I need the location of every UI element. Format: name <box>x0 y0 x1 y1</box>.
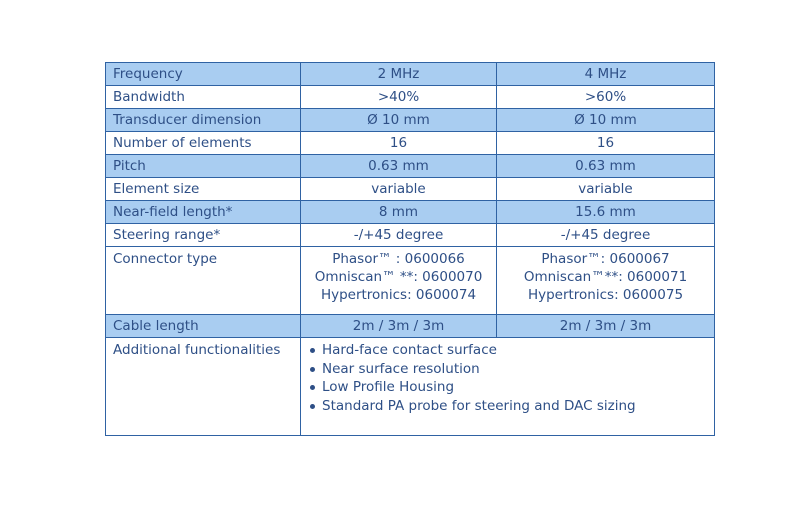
row-label: Additional functionalities <box>106 338 301 436</box>
connector-omniscan: Omniscan™ **: 0600070 <box>314 269 483 285</box>
specifications-table <box>105 62 715 436</box>
row-frequency <box>106 63 715 86</box>
row-near-field-length <box>106 201 715 224</box>
row-label: Connector type <box>106 247 301 315</box>
row-label: Steering range* <box>106 224 301 247</box>
row-label: Frequency <box>106 63 301 86</box>
connector-phasor: Phasor™: 0600067 <box>541 251 670 267</box>
value-2mhz-probe: 16 <box>301 132 497 155</box>
list-item: Near surface resolution <box>308 360 707 379</box>
row-transducer-dimension <box>106 109 715 132</box>
row-label: Pitch <box>106 155 301 178</box>
row-bandwidth <box>106 86 715 109</box>
row-number-of-elements <box>106 132 715 155</box>
functionalities-cell <box>301 338 715 436</box>
value-4mhz-probe: 15.6 mm <box>497 201 715 224</box>
connector-list-4mhz <box>497 247 715 315</box>
row-cable-length <box>106 315 715 338</box>
value-2mhz-probe: -/+45 degree <box>301 224 497 247</box>
row-label: Cable length <box>106 315 301 338</box>
row-label: Number of elements <box>106 132 301 155</box>
row-connector-type <box>106 247 715 315</box>
value-4mhz-probe: 4 MHz <box>497 63 715 86</box>
value-2mhz-probe: 2m / 3m / 3m <box>301 315 497 338</box>
value-4mhz-probe: variable <box>497 178 715 201</box>
row-pitch <box>106 155 715 178</box>
connector-list-2mhz <box>301 247 497 315</box>
value-4mhz-probe: 2m / 3m / 3m <box>497 315 715 338</box>
value-2mhz-probe: 2 MHz <box>301 63 497 86</box>
connector-hypertronics: Hypertronics: 0600074 <box>320 287 477 303</box>
connector-hypertronics: Hypertronics: 0600075 <box>527 287 684 303</box>
row-element-size <box>106 178 715 201</box>
functionalities-list <box>308 341 707 415</box>
value-2mhz-probe: 0.63 mm <box>301 155 497 178</box>
value-2mhz-probe: variable <box>301 178 497 201</box>
row-label: Bandwidth <box>106 86 301 109</box>
connector-phasor: Phasor™ : 0600066 <box>332 251 465 267</box>
row-label: Element size <box>106 178 301 201</box>
row-additional-functionalities <box>106 338 715 436</box>
value-2mhz-probe: Ø 10 mm <box>301 109 497 132</box>
row-label: Transducer dimension <box>106 109 301 132</box>
value-4mhz-probe: Ø 10 mm <box>497 109 715 132</box>
value-4mhz-probe: 16 <box>497 132 715 155</box>
value-4mhz-probe: -/+45 degree <box>497 224 715 247</box>
value-2mhz-probe: >40% <box>301 86 497 109</box>
list-item: Standard PA probe for steering and DAC sizing <box>308 397 707 416</box>
connector-omniscan: Omniscan™**: 0600071 <box>523 269 688 285</box>
list-item: Hard-face contact surface <box>308 341 707 360</box>
row-steering-range <box>106 224 715 247</box>
value-4mhz-probe: 0.63 mm <box>497 155 715 178</box>
value-2mhz-probe: 8 mm <box>301 201 497 224</box>
list-item: Low Profile Housing <box>308 378 707 397</box>
value-4mhz-probe: >60% <box>497 86 715 109</box>
row-label: Near-field length* <box>106 201 301 224</box>
